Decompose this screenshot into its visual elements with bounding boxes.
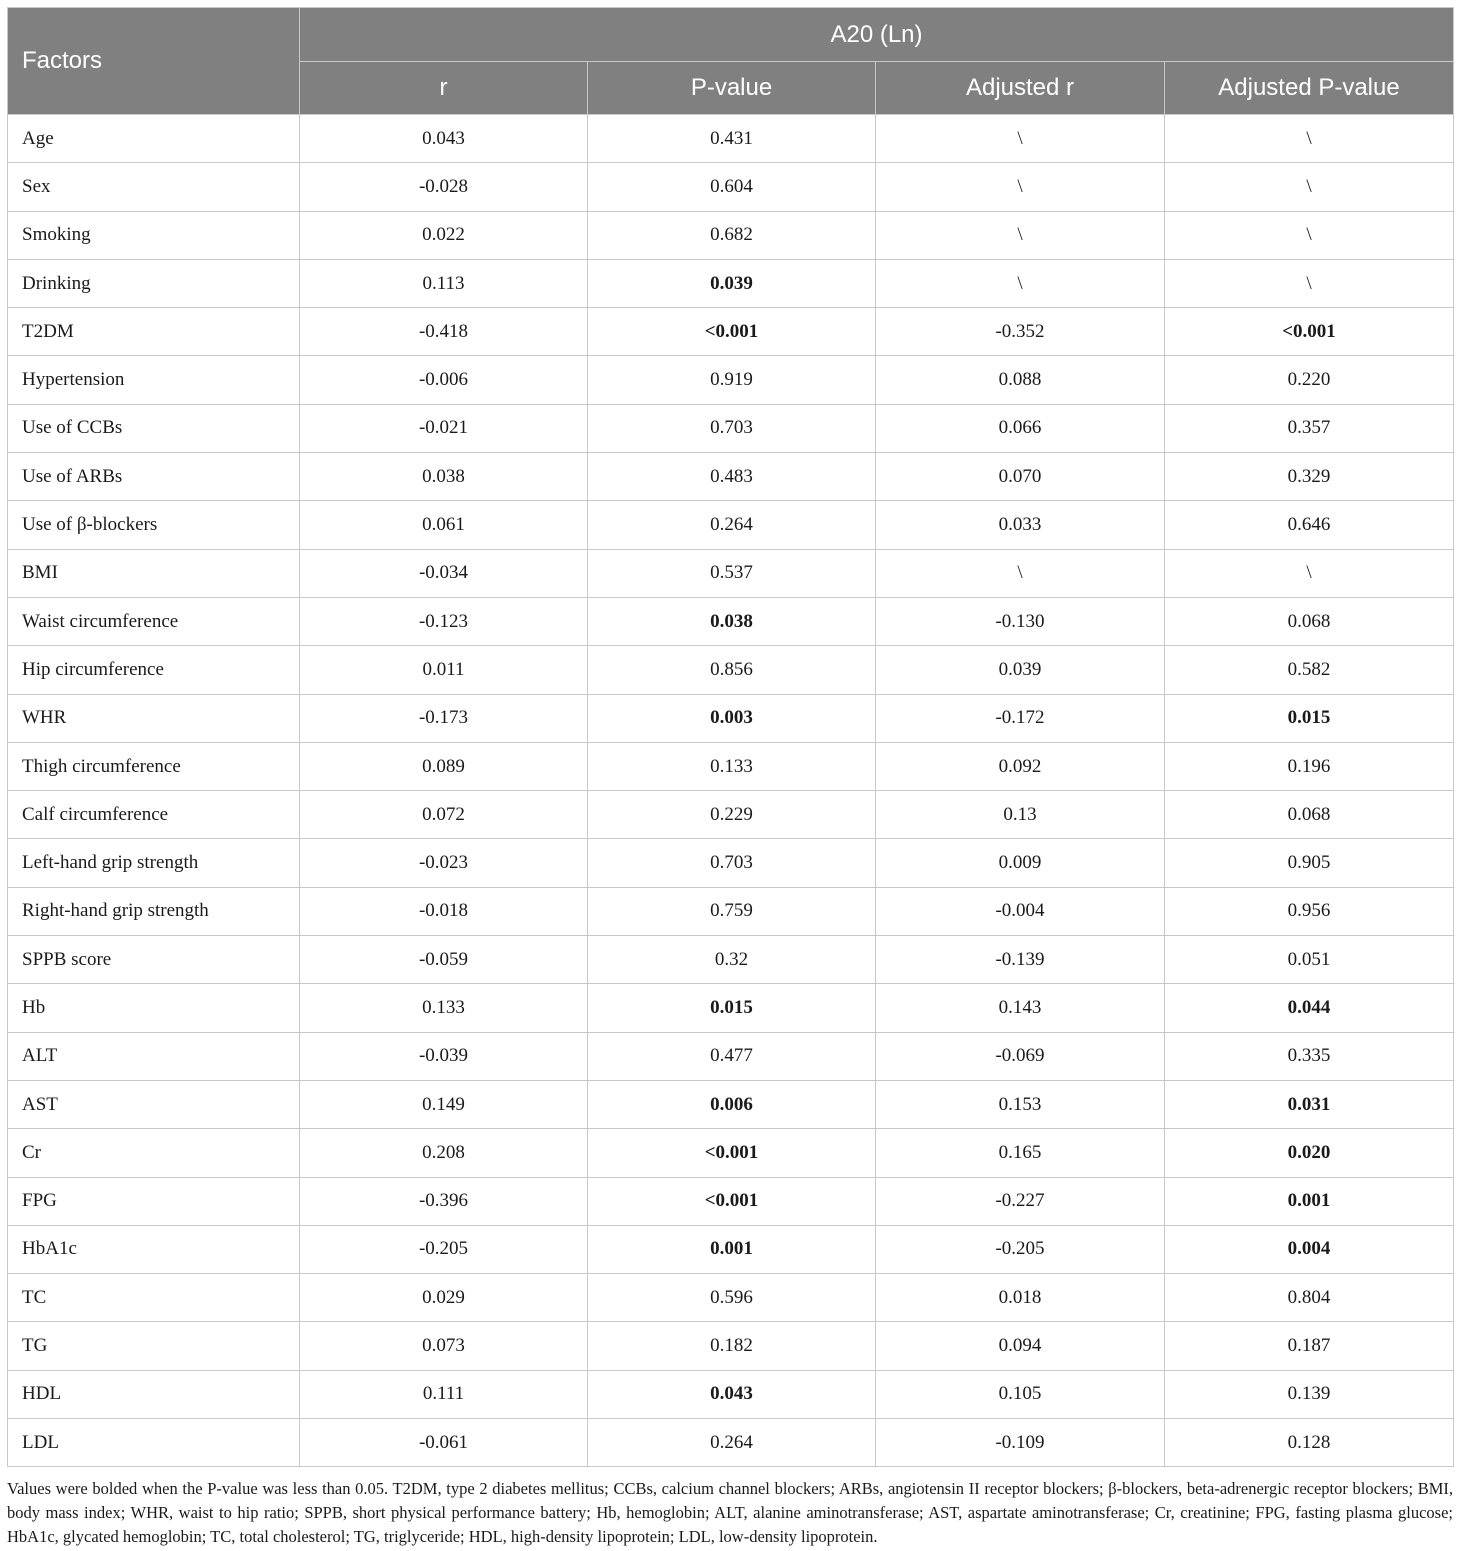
- cell-p-value: 0.703: [588, 839, 876, 887]
- cell-factor: T2DM: [8, 308, 300, 356]
- cell-adjusted-r: 0.165: [876, 1129, 1165, 1177]
- table-row: [8, 115, 1454, 163]
- cell-r: 0.043: [300, 115, 588, 163]
- cell-adjusted-p-value: 0.051: [1165, 936, 1454, 984]
- header-adjusted-p-value: Adjusted P-value: [1165, 62, 1454, 115]
- cell-factor: Drinking: [8, 259, 300, 307]
- cell-r: -0.028: [300, 163, 588, 211]
- cell-factor: Waist circumference: [8, 597, 300, 645]
- correlation-table: [7, 7, 1454, 1467]
- cell-adjusted-r: -0.130: [876, 597, 1165, 645]
- cell-r: -0.006: [300, 356, 588, 404]
- cell-adjusted-r: 0.039: [876, 646, 1165, 694]
- cell-adjusted-r: -0.205: [876, 1225, 1165, 1273]
- cell-adjusted-p-value: <0.001: [1165, 308, 1454, 356]
- cell-p-value: 0.182: [588, 1322, 876, 1370]
- cell-factor: Right-hand grip strength: [8, 887, 300, 935]
- cell-adjusted-p-value: 0.357: [1165, 404, 1454, 452]
- cell-p-value: <0.001: [588, 1177, 876, 1225]
- cell-factor: Thigh circumference: [8, 742, 300, 790]
- cell-p-value: 0.759: [588, 887, 876, 935]
- table-container: [7, 7, 1453, 1549]
- cell-factor: Use of CCBs: [8, 404, 300, 452]
- cell-r: 0.072: [300, 791, 588, 839]
- cell-p-value: 0.003: [588, 694, 876, 742]
- cell-adjusted-r: -0.069: [876, 1032, 1165, 1080]
- cell-p-value: 0.919: [588, 356, 876, 404]
- cell-p-value: 0.703: [588, 404, 876, 452]
- cell-adjusted-r: 0.018: [876, 1274, 1165, 1322]
- cell-adjusted-r: -0.004: [876, 887, 1165, 935]
- cell-r: 0.022: [300, 211, 588, 259]
- cell-adjusted-p-value: \: [1165, 163, 1454, 211]
- table-row: [8, 1080, 1454, 1128]
- cell-adjusted-p-value: 0.128: [1165, 1419, 1454, 1467]
- cell-r: 0.208: [300, 1129, 588, 1177]
- cell-factor: HDL: [8, 1370, 300, 1418]
- table-row: [8, 597, 1454, 645]
- table-row: [8, 1419, 1454, 1467]
- table-row: [8, 163, 1454, 211]
- cell-adjusted-r: 0.094: [876, 1322, 1165, 1370]
- cell-r: 0.061: [300, 501, 588, 549]
- table-body: [8, 115, 1454, 1467]
- cell-adjusted-p-value: 0.031: [1165, 1080, 1454, 1128]
- cell-r: -0.018: [300, 887, 588, 935]
- table-row: [8, 1129, 1454, 1177]
- cell-factor: TC: [8, 1274, 300, 1322]
- table-row: [8, 1032, 1454, 1080]
- cell-r: 0.011: [300, 646, 588, 694]
- cell-r: 0.029: [300, 1274, 588, 1322]
- table-header: [8, 8, 1454, 115]
- table-row: [8, 839, 1454, 887]
- cell-adjusted-p-value: 0.220: [1165, 356, 1454, 404]
- cell-adjusted-r: -0.172: [876, 694, 1165, 742]
- cell-adjusted-p-value: 0.020: [1165, 1129, 1454, 1177]
- cell-adjusted-r: 0.105: [876, 1370, 1165, 1418]
- cell-factor: Calf circumference: [8, 791, 300, 839]
- cell-r: 0.073: [300, 1322, 588, 1370]
- table-row: [8, 404, 1454, 452]
- cell-factor: Use of ARBs: [8, 453, 300, 501]
- table-row: [8, 1274, 1454, 1322]
- cell-adjusted-r: 0.070: [876, 453, 1165, 501]
- table-row: [8, 936, 1454, 984]
- table-row: [8, 1225, 1454, 1273]
- cell-adjusted-p-value: 0.956: [1165, 887, 1454, 935]
- cell-factor: Hip circumference: [8, 646, 300, 694]
- cell-factor: LDL: [8, 1419, 300, 1467]
- cell-p-value: 0.604: [588, 163, 876, 211]
- cell-r: -0.023: [300, 839, 588, 887]
- table-row: [8, 1177, 1454, 1225]
- cell-adjusted-r: \: [876, 211, 1165, 259]
- cell-adjusted-p-value: 0.196: [1165, 742, 1454, 790]
- header-group-a20: A20 (Ln): [300, 8, 1454, 62]
- cell-factor: BMI: [8, 549, 300, 597]
- table-row: [8, 887, 1454, 935]
- cell-r: -0.205: [300, 1225, 588, 1273]
- cell-p-value: 0.264: [588, 1419, 876, 1467]
- table-row: [8, 1370, 1454, 1418]
- cell-adjusted-p-value: 0.044: [1165, 984, 1454, 1032]
- cell-p-value: 0.006: [588, 1080, 876, 1128]
- table-row: [8, 984, 1454, 1032]
- cell-p-value: 0.431: [588, 115, 876, 163]
- table-row: [8, 646, 1454, 694]
- cell-adjusted-p-value: 0.004: [1165, 1225, 1454, 1273]
- table-row: [8, 694, 1454, 742]
- cell-adjusted-r: 0.088: [876, 356, 1165, 404]
- table-row: [8, 549, 1454, 597]
- header-p-value: P-value: [588, 62, 876, 115]
- cell-adjusted-r: -0.139: [876, 936, 1165, 984]
- cell-adjusted-r: 0.143: [876, 984, 1165, 1032]
- cell-adjusted-p-value: 0.015: [1165, 694, 1454, 742]
- cell-adjusted-r: 0.13: [876, 791, 1165, 839]
- cell-p-value: 0.596: [588, 1274, 876, 1322]
- cell-adjusted-p-value: 0.804: [1165, 1274, 1454, 1322]
- cell-adjusted-r: \: [876, 259, 1165, 307]
- table-row: [8, 791, 1454, 839]
- table-row: [8, 356, 1454, 404]
- cell-adjusted-p-value: 0.646: [1165, 501, 1454, 549]
- cell-adjusted-r: -0.109: [876, 1419, 1165, 1467]
- table-row: [8, 211, 1454, 259]
- cell-adjusted-r: 0.092: [876, 742, 1165, 790]
- table-row: [8, 259, 1454, 307]
- cell-r: -0.123: [300, 597, 588, 645]
- cell-adjusted-p-value: 0.001: [1165, 1177, 1454, 1225]
- cell-p-value: 0.039: [588, 259, 876, 307]
- cell-p-value: 0.015: [588, 984, 876, 1032]
- cell-factor: WHR: [8, 694, 300, 742]
- table-footnote: Values were bolded when the P-value was less than 0.05. T2DM, type 2 diabetes mellitus; CCBs, calcium channel blockers; ARBs, angiotensin II receptor blockers; β-blockers, beta-adrenergic receptor blockers; BMI, body mass index; WHR, waist to hip ratio; SPPB, short physical performance battery; Hb, hemoglobin; ALT, alanine aminotransferase; AST, aspartate aminotransferase; Cr, creatinine; FPG, fasting plasma glucose; HbA1c, glycated hemoglobin; TC, total cholesterol; TG, triglyceride; HDL, high-density lipoprotein; LDL, low-density lipoprotein.: [7, 1479, 1453, 1547]
- cell-adjusted-p-value: 0.335: [1165, 1032, 1454, 1080]
- cell-p-value: 0.001: [588, 1225, 876, 1273]
- cell-p-value: 0.038: [588, 597, 876, 645]
- cell-factor: Smoking: [8, 211, 300, 259]
- cell-factor: Left-hand grip strength: [8, 839, 300, 887]
- cell-adjusted-r: 0.009: [876, 839, 1165, 887]
- cell-adjusted-p-value: 0.187: [1165, 1322, 1454, 1370]
- cell-adjusted-p-value: 0.068: [1165, 597, 1454, 645]
- cell-factor: Sex: [8, 163, 300, 211]
- cell-adjusted-p-value: 0.329: [1165, 453, 1454, 501]
- cell-adjusted-r: \: [876, 115, 1165, 163]
- cell-factor: TG: [8, 1322, 300, 1370]
- cell-adjusted-r: 0.066: [876, 404, 1165, 452]
- cell-r: 0.113: [300, 259, 588, 307]
- cell-r: -0.061: [300, 1419, 588, 1467]
- cell-r: 0.133: [300, 984, 588, 1032]
- cell-factor: Hb: [8, 984, 300, 1032]
- cell-adjusted-r: \: [876, 163, 1165, 211]
- cell-adjusted-p-value: 0.068: [1165, 791, 1454, 839]
- header-factors: Factors: [8, 8, 300, 115]
- cell-p-value: 0.477: [588, 1032, 876, 1080]
- cell-p-value: 0.682: [588, 211, 876, 259]
- table-row: [8, 742, 1454, 790]
- header-adjusted-r: Adjusted r: [876, 62, 1165, 115]
- cell-p-value: <0.001: [588, 308, 876, 356]
- cell-r: -0.396: [300, 1177, 588, 1225]
- cell-adjusted-p-value: 0.582: [1165, 646, 1454, 694]
- cell-r: 0.111: [300, 1370, 588, 1418]
- cell-factor: Age: [8, 115, 300, 163]
- cell-p-value: 0.856: [588, 646, 876, 694]
- table-row: [8, 453, 1454, 501]
- cell-adjusted-p-value: \: [1165, 549, 1454, 597]
- cell-adjusted-r: -0.227: [876, 1177, 1165, 1225]
- cell-adjusted-r: 0.153: [876, 1080, 1165, 1128]
- cell-r: 0.089: [300, 742, 588, 790]
- table-row: [8, 308, 1454, 356]
- cell-r: -0.173: [300, 694, 588, 742]
- cell-adjusted-p-value: \: [1165, 259, 1454, 307]
- cell-adjusted-r: -0.352: [876, 308, 1165, 356]
- cell-r: 0.038: [300, 453, 588, 501]
- cell-factor: FPG: [8, 1177, 300, 1225]
- cell-p-value: 0.32: [588, 936, 876, 984]
- cell-factor: ALT: [8, 1032, 300, 1080]
- cell-adjusted-p-value: 0.139: [1165, 1370, 1454, 1418]
- cell-r: -0.021: [300, 404, 588, 452]
- cell-factor: HbA1c: [8, 1225, 300, 1273]
- cell-adjusted-p-value: \: [1165, 115, 1454, 163]
- cell-factor: AST: [8, 1080, 300, 1128]
- cell-p-value: 0.133: [588, 742, 876, 790]
- cell-p-value: 0.483: [588, 453, 876, 501]
- cell-factor: Use of β-blockers: [8, 501, 300, 549]
- header-r: r: [300, 62, 588, 115]
- cell-factor: SPPB score: [8, 936, 300, 984]
- cell-p-value: 0.537: [588, 549, 876, 597]
- cell-p-value: <0.001: [588, 1129, 876, 1177]
- cell-adjusted-r: \: [876, 549, 1165, 597]
- cell-factor: Hypertension: [8, 356, 300, 404]
- cell-adjusted-p-value: 0.905: [1165, 839, 1454, 887]
- cell-p-value: 0.229: [588, 791, 876, 839]
- cell-p-value: 0.264: [588, 501, 876, 549]
- cell-p-value: 0.043: [588, 1370, 876, 1418]
- table-row: [8, 1322, 1454, 1370]
- cell-r: 0.149: [300, 1080, 588, 1128]
- cell-adjusted-r: 0.033: [876, 501, 1165, 549]
- cell-adjusted-p-value: \: [1165, 211, 1454, 259]
- cell-r: -0.039: [300, 1032, 588, 1080]
- table-row: [8, 501, 1454, 549]
- cell-factor: Cr: [8, 1129, 300, 1177]
- cell-r: -0.034: [300, 549, 588, 597]
- cell-r: -0.059: [300, 936, 588, 984]
- cell-r: -0.418: [300, 308, 588, 356]
